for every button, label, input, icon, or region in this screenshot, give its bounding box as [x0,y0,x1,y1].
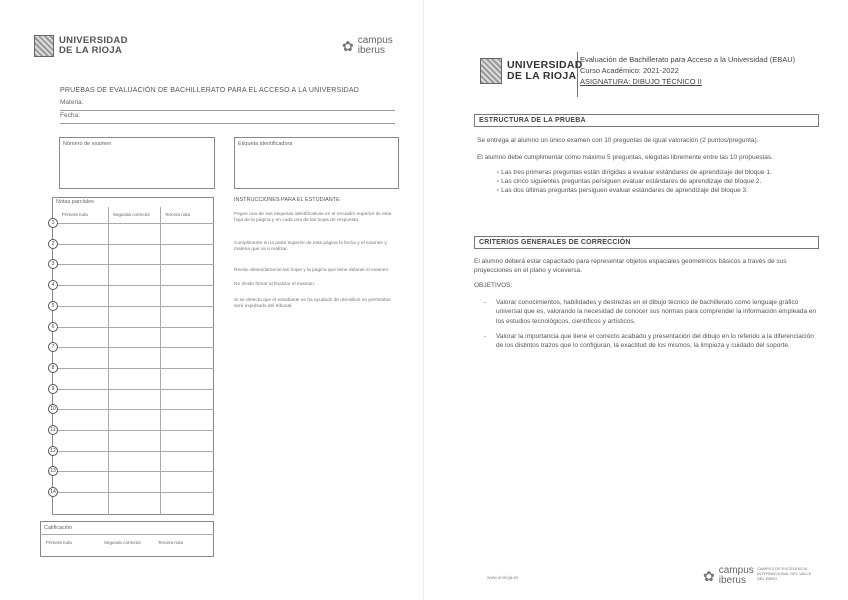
grid-row-line [52,306,214,307]
grid-row-line [52,285,214,286]
grid-col-divider [160,207,161,515]
qual-header-2: Segundo corrector [104,540,142,545]
exam-number-box[interactable] [59,137,215,189]
qual-header-3: Tercera nota [158,540,184,545]
grid-header-2: Segunda corrector [113,212,151,217]
grid-row-line [52,471,214,472]
exam-heading: PRUEBAS DE EVALUACIÓN DE BACHILLERATO PARA EL ACCESO A LA UNIVERSIDAD [60,87,359,94]
campus-description: CAMPUS DE EXCELENCIA INTERNACIONAL DEL VALLE DEL EBRO [757,566,812,582]
instruction-item: Revise detenidamente las hojas y la página que tiene delante el examen. [234,268,390,273]
objective-item: - Valorar conocimientos, habilidades y destrezas en el dibujo técnico de bachillerato como lenguaje gráfico universal que es, valorando la necesidad de conocer sus normas para comprender la información empleada en los estudios tecnológicos, científicos y artísticos. [482,298,822,326]
exam-number-label: Número de examen [63,141,112,147]
question-number: 3 [48,259,58,269]
grid-row-line [52,223,214,224]
question-number: 7 [48,342,58,352]
grid-row-line [52,244,214,245]
footer-url: www.unirioja.es [487,575,519,580]
grid-row-line [52,368,214,369]
question-number: 1 [48,218,58,228]
question-number: 11 [48,425,58,435]
campus-line2: iberus [718,575,746,586]
university-shield-icon [480,58,502,84]
grid-row-line [52,327,214,328]
grid-col-divider [108,207,109,515]
campus-iberus-icon: ✿ [703,567,715,584]
exam-header-info [580,55,795,88]
logo-name-line2: DE LA RIOJA [59,45,123,56]
structure-section-title: ESTRUCTURA DE LA PRUEBA [474,114,819,127]
campus-iberus-logo [703,566,754,586]
objectives-label: OBJETIVOS: [474,282,513,289]
university-logo [34,35,128,57]
grid-row-line [52,492,214,493]
grid-row-line [52,430,214,431]
campus-line1: campus [718,565,754,576]
campus-line2: iberus [357,45,385,56]
university-shield-icon [34,35,54,57]
logo-name-line2: DE LA RIOJA [507,70,577,82]
structure-paragraph-1: Se entrega al alumno un único examen con 10 preguntas de igual valoración (2 puntos/pregunta). [477,137,759,144]
campus-iberus-icon: ✿ [342,37,354,54]
materia-field[interactable] [60,99,395,111]
subject-name: ASIGNATURA: DIBUJO TÉCNICO II [580,76,702,86]
grid-header-1: Primera nota [62,212,88,217]
logo-name-line1: UNIVERSIDAD [59,35,128,47]
structure-bullet: ▫ Las dos últimas preguntas persiguen evaluar estándares de aprendizaje del bloque 3. [497,187,748,194]
question-number: 2 [48,239,58,249]
id-label-box[interactable] [234,137,399,189]
structure-bullet: ▫ Las tres primeras preguntas están dirigidas a evaluar estándares de aprendizaje del bloque 1. [497,169,772,176]
logo-name-line1: UNIVERSIDAD [507,58,583,71]
question-number: 9 [48,384,58,394]
criteria-section-title: CRITERIOS GENERALES DE CORRECCIÓN [474,236,819,249]
partial-scores-title: Notas parciales [56,199,94,205]
grid-row-line [52,451,214,452]
question-number: 6 [48,322,58,332]
exam-title: Evaluación de Bachillerato para Acceso a la Universidad (EBAU) [580,55,796,64]
criteria-paragraph: El alumno deberá estar capacitado para representar objetos espaciales geométricos básicos a través de sus proyecciones en el plano y viceversa. [474,258,787,275]
question-number: 13 [48,466,58,476]
instruction-item: Cumplimente en la parte superior de esta página la fecha y el examen y materia que va a realizar. [234,241,387,253]
qualification-title: Calificación [44,525,73,531]
structure-bullet: ▫ Las cinco siguientes preguntas persiguen evaluar estándares de aprendizaje del bloque 2. [497,178,762,185]
question-number: 14 [48,487,58,497]
campus-iberus-logo [342,36,393,56]
question-number: 4 [48,280,58,290]
structure-paragraph-2: El alumno debe cumplimentar como máximo 5 preguntas, elegidas libremente entre las 10 propuestas. [477,154,773,161]
instruction-item: Si se detecta que el estudiante se ha ayudado de utensilios no permitidos será expulsado del tribunal. [234,298,391,310]
fecha-label: Fecha: [60,112,80,119]
question-number: 10 [48,404,58,414]
qualification-box [40,521,214,557]
university-logo [480,58,583,84]
instruction-item: No olvide firmar al finalizar el examen. [234,282,316,287]
qual-header-1: Primera nota [46,540,72,545]
academic-course: Curso Académico: 2021-2022 [580,65,679,75]
grid-row-line [52,409,214,410]
grid-row-line [52,264,214,265]
materia-label: Materia: [60,99,84,106]
id-label-label: Etiqueta identificadora [238,141,293,147]
instructions-title: INSTRUCCIONES PARA EL ESTUDIANTE [234,197,340,203]
grid-row-line [52,389,214,390]
fecha-field[interactable] [60,112,395,124]
question-number: 12 [48,446,58,456]
instruction-item: Pegue una de sus etiquetas identificativas en el recuadro superior de esta hoja de la página y en cada una de las hojas de respuesta. [234,212,392,224]
grid-header-3: Tercera nota [165,212,191,217]
objective-item: - Valorar la importancia que tiene el correcto acabado y presentación del dibujo en lo referido a la diferenciación de los distintos trazos que lo configuran, la exactitud de los mismos, la limpieza y cuidado del soporte. [482,332,822,351]
campus-line1: campus [357,35,393,46]
question-number: 8 [48,363,58,373]
grid-row-line [52,347,214,348]
question-number: 5 [48,301,58,311]
